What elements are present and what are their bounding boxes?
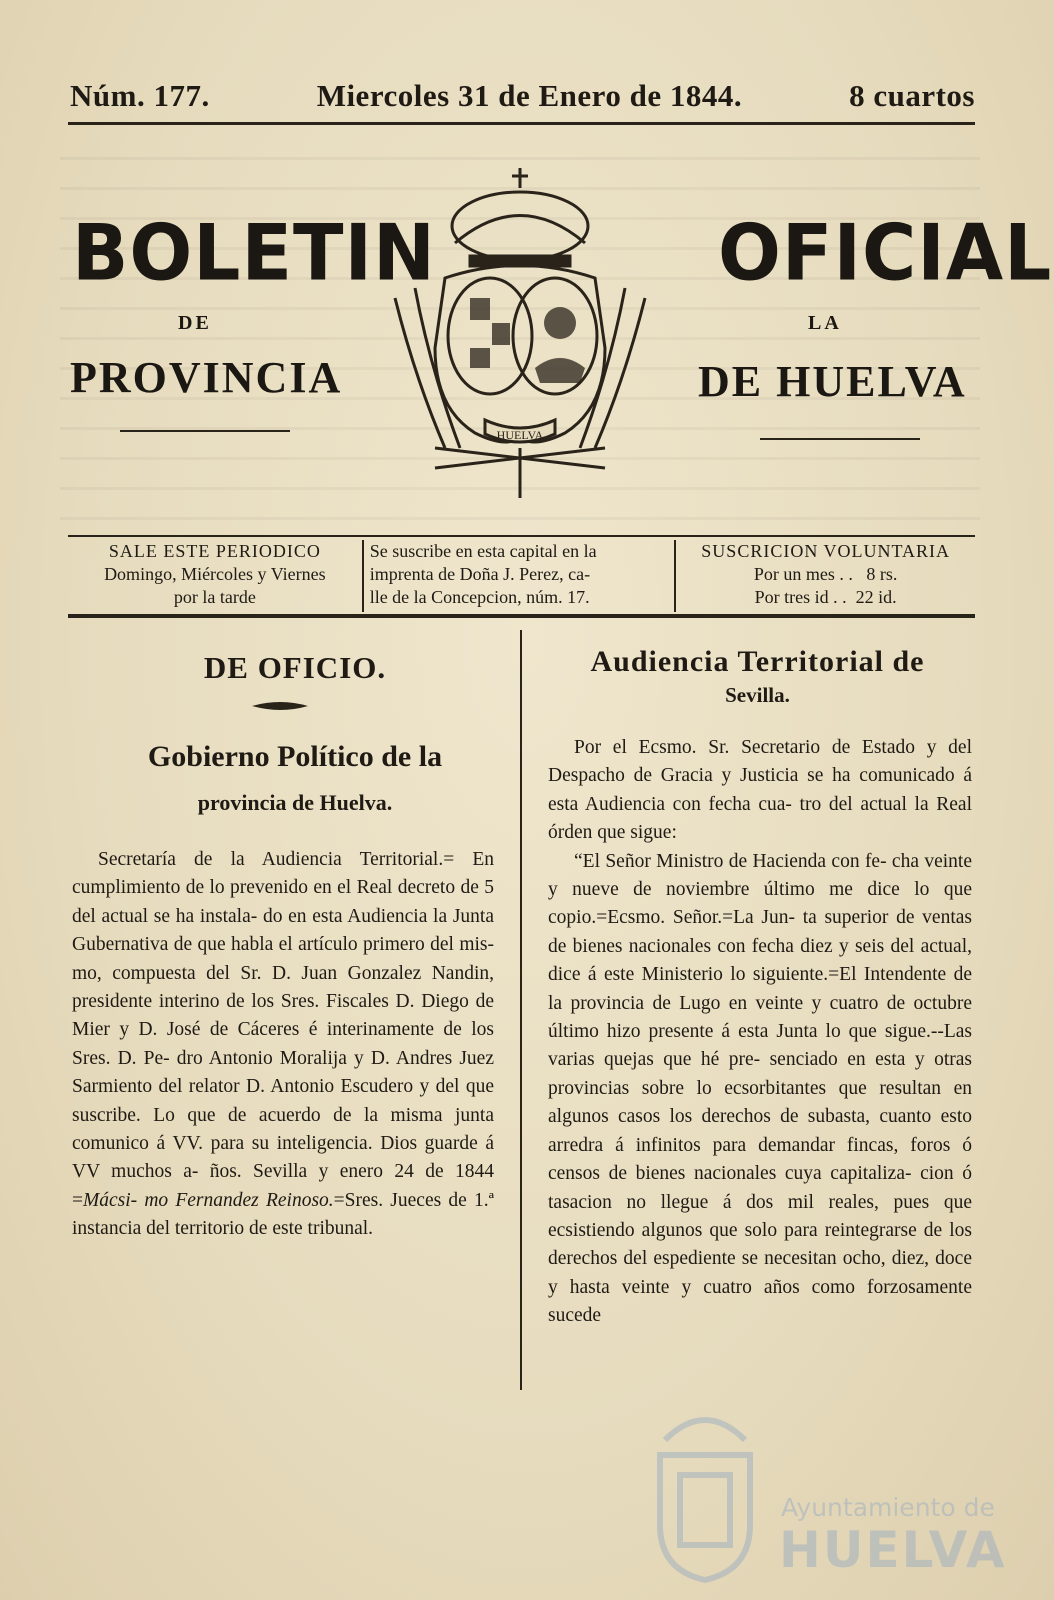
- shield-icon: [645, 1395, 765, 1585]
- title-underline-left: [120, 430, 290, 432]
- title-underline-right: [760, 438, 920, 440]
- left-body: Secretaría de la Audiencia Territorial.= En cumplimiento de lo prevenido en el Real decreto de 5 del actual se ha instala- do en esta Audiencia la Junta Gubernativa de que habla el artículo primero del mis- mo, compuesta del Sr. D. Juan Gonzalez Nandin, presidente interino de los Sres. Fiscales D. Diego de Mier y D. José de Cáceres é interinamente de los Sres. D. Pe- dro Antonio Moralija y D. Andres Juez Sarmiento del relator D. Antonio Escudero y del que suscribe. Lo que de acuerdo de la misma junta comunico á VV. para su inteligencia. Dios guarde á VV muchos a- ños. Sevilla y enero 24 de 1844 =Mácsi- mo Fernandez Reinoso.=Sres. Jueces de 1.ª instancia del territorio de este tribunal.: [72, 849, 494, 1240]
- left-heading: Gobierno Político de la: [147, 740, 443, 773]
- right-body: [548, 734, 972, 1331]
- coat-of-arms-icon: [375, 148, 665, 518]
- title-oficial: OFICIAL: [718, 207, 1053, 299]
- info-bottom-rule: [68, 614, 975, 618]
- subscription-address: Se suscribe en esta capital en la imprenta de Doña J. Perez, ca- lle de la Concepcion, núm. 17.: [362, 540, 677, 612]
- title-boletin: BOLETIN: [72, 207, 436, 299]
- issue-date: Miercoles 31 de Enero de 1844.: [316, 78, 743, 113]
- subscription-info: [68, 540, 975, 612]
- title-de-huelva: DE HUELVA: [698, 357, 967, 406]
- title-la: LA: [808, 312, 842, 334]
- issue-price: 8 cuartos: [849, 78, 975, 113]
- title-provincia: PROVINCIA: [70, 353, 343, 402]
- watermark-line2: HUELVA: [779, 1521, 1007, 1579]
- archive-watermark: [645, 1395, 1025, 1590]
- watermark-line1: Ayuntamiento de: [781, 1493, 995, 1522]
- right-paragraph-2: “El Señor Ministro de Hacienda con fe- cha veinte y nueve de noviembre último me dice lo que copio.=Ecsmo. Señor.=La Jun- ta superior de ventas de bienes nacionales con fecha diez y seis del actual, dice á este Ministerio lo siguiente.=El Intendente de la provincia de Lugo en veinte y cuatro de octubre último hizo presente á esta Junta lo que sigue.--Las varias quejas que hé pre- senciado en esta y otras provincias sobre lo ecsorbitantes que resultan en algunos casos los derechos de subasta, cuanto esto arredra á infinitos para demandar fincas, foros ó censos de bienes nacionales cuya capitaliza- cion ó tasacion no llegue á dos mil reales, pues que ecsistiendo algunos que solo para reintegrarse de los derechos del espediente se necesitan ocho, diez, doce y hasta veinte y cuatro años como forzosamente sucede: [548, 850, 972, 1327]
- right-subheading: Sevilla.: [725, 683, 790, 707]
- subscription-prices: SUSCRICION VOLUNTARIA Por un mes . . 8 rs. Por tres id . . 22 id.: [701, 541, 951, 607]
- right-paragraph-1: Por el Ecsmo. Sr. Secretario de Estado y del Despacho de Gracia y Justicia se ha comunicado á esta Audiencia con fecha cua- tro del actual la Real órden que sigue:: [548, 737, 972, 844]
- column-divider: [520, 630, 522, 1390]
- publication-schedule: SALE ESTE PERIODICO Domingo, Miércoles y Viernes por la tarde: [104, 541, 326, 607]
- masthead: [70, 78, 975, 114]
- crest-ribbon-text: HUELVA: [496, 428, 544, 442]
- issue-number: Núm. 177.: [70, 78, 210, 113]
- info-top-rule: [68, 535, 975, 537]
- left-subheading: provincia de Huelva.: [197, 790, 393, 815]
- section-de-oficio: DE OFICIO.: [203, 650, 387, 685]
- ornament-icon: [250, 700, 310, 712]
- masthead-rule: [68, 122, 975, 125]
- right-heading: Audiencia Territorial de: [590, 645, 925, 678]
- title-de: DE: [178, 312, 212, 334]
